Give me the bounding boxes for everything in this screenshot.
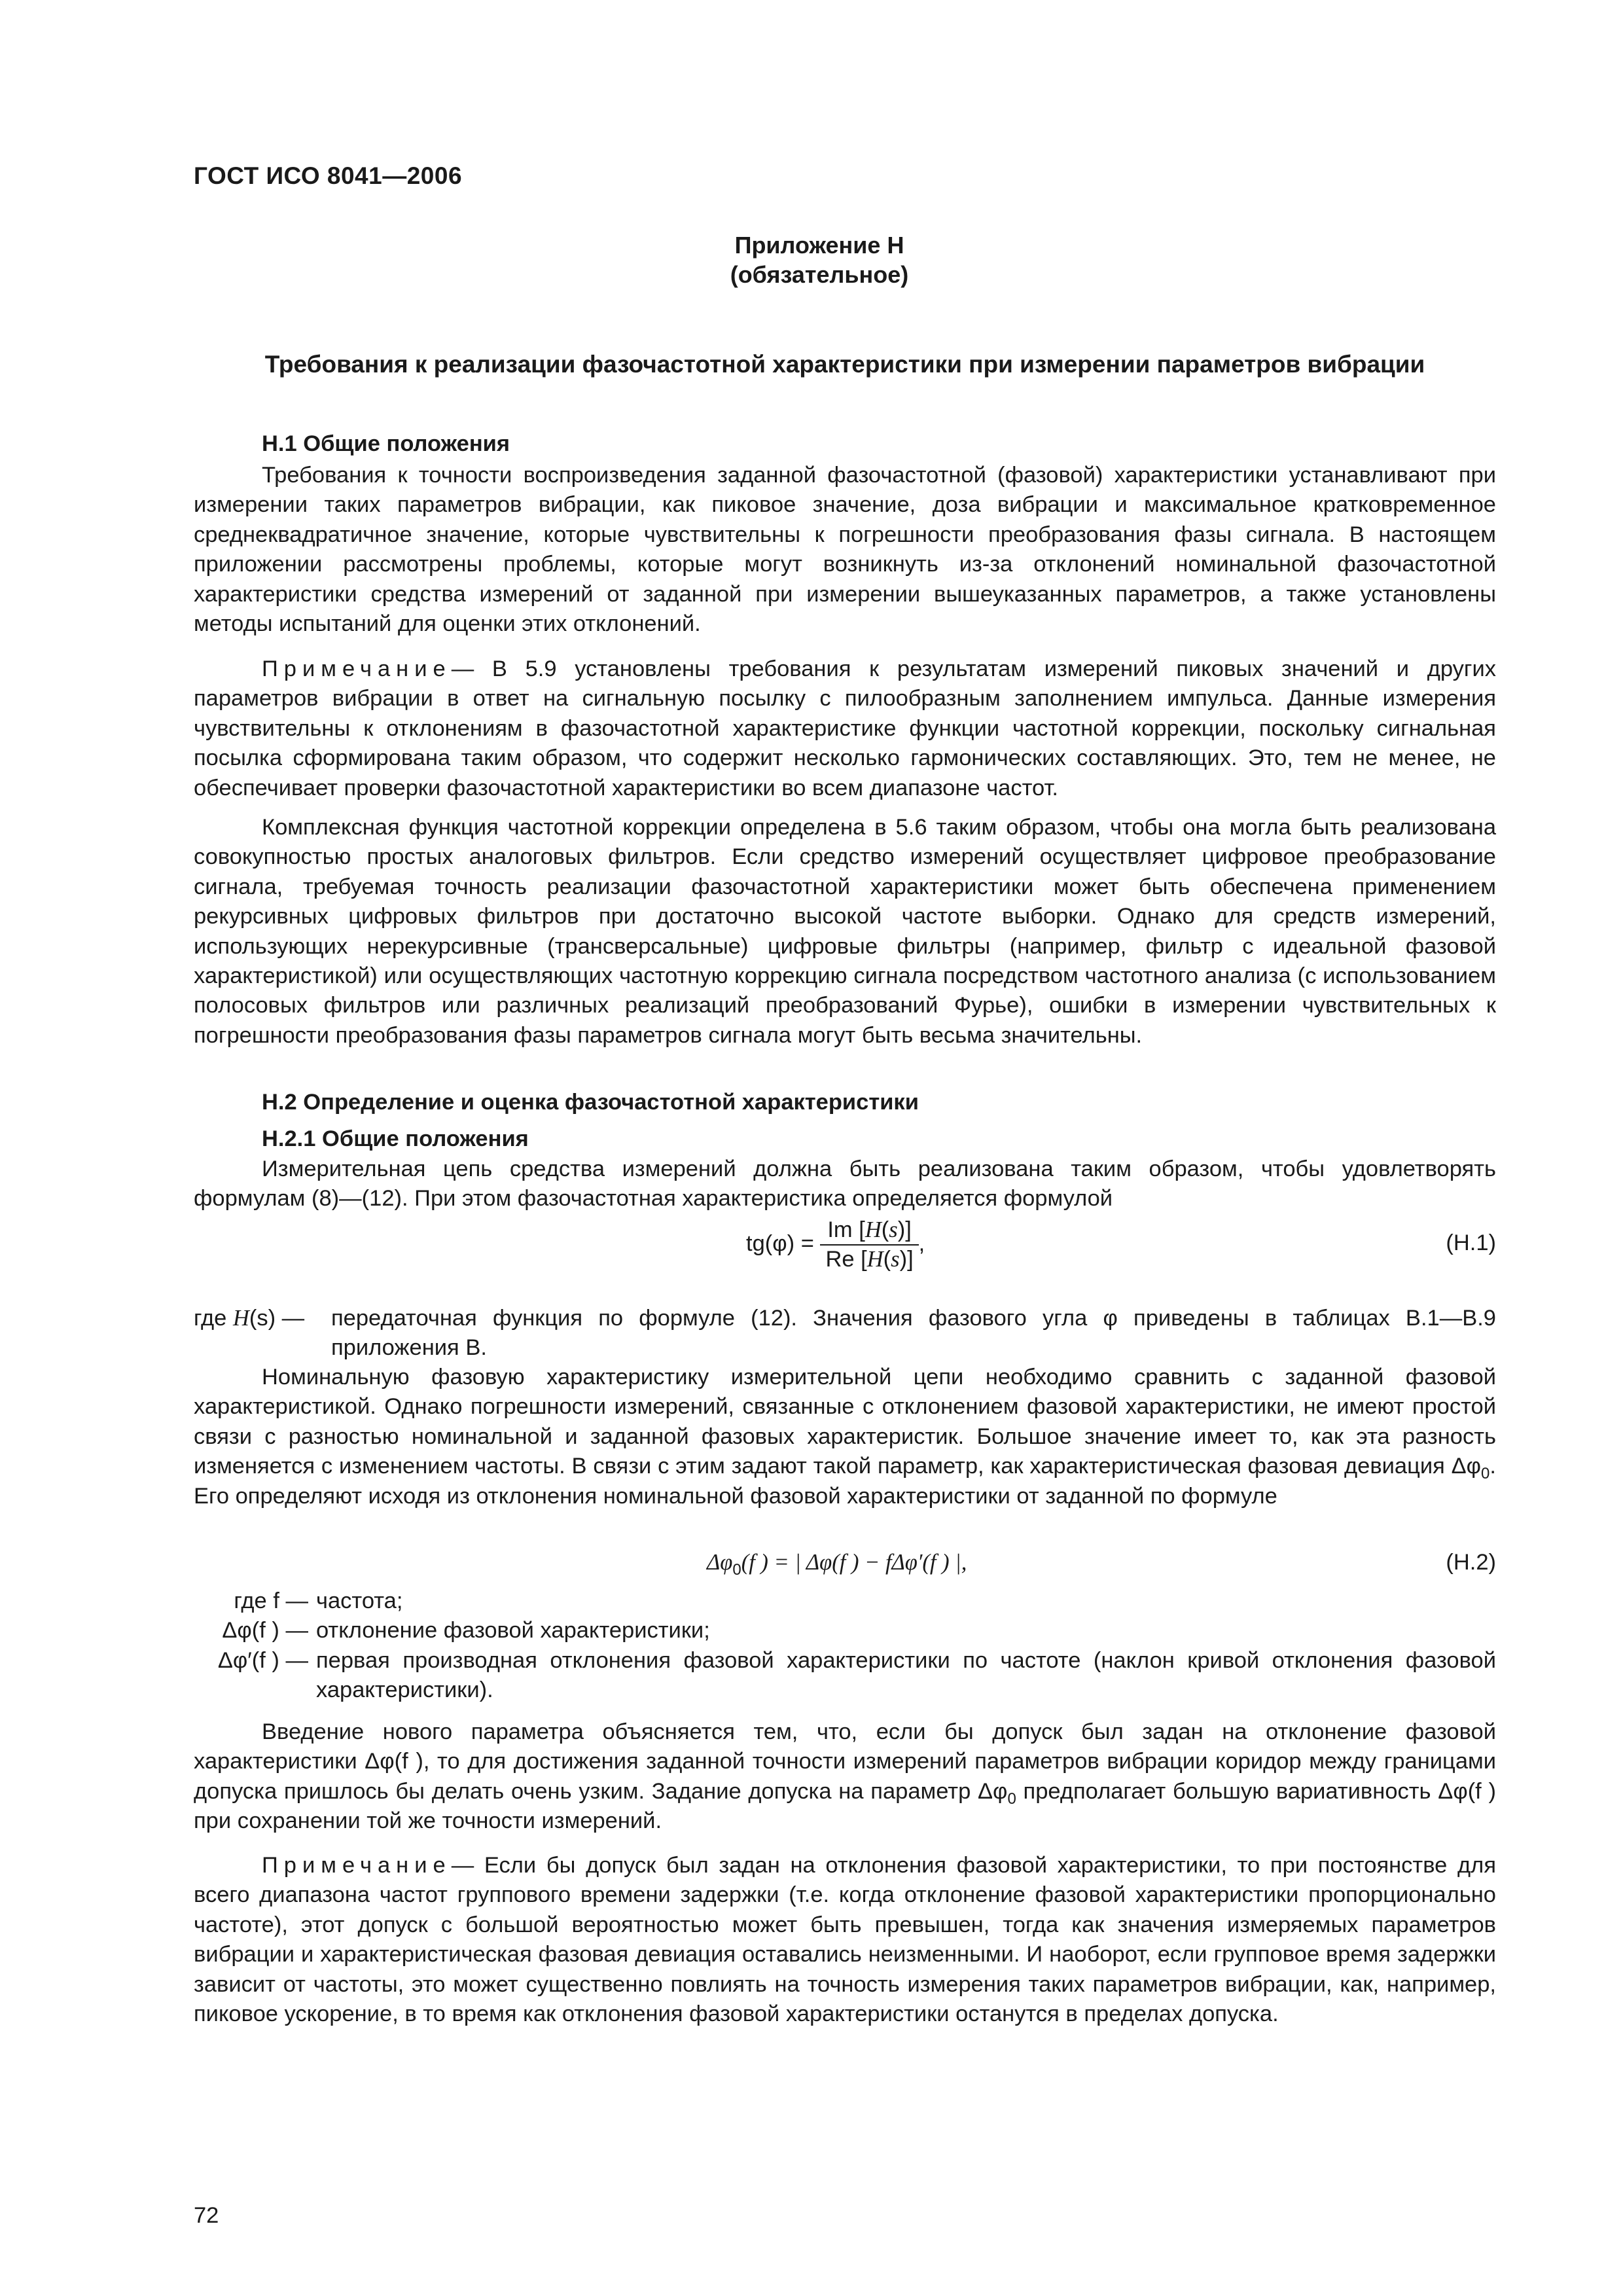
section-h2-heading: Н.2 Определение и оценка фазочастотной характеристики [262,1090,919,1115]
note-label: Примечание [262,656,452,681]
section-h2-para3: Введение нового параметра объясняется тем, что, если бы допуск был задан на отклонение фазовой характеристики Δφ(f ), то для достижения заданной точности измерений параметров вибрации коридор между границами допуска пришлось бы делать очень узким. Задание допуска на параметр $\Delta\varphi_0$ предполагает большую вариативность Δφ(f ) при сохранении той же точности измерений. [194,1719,1496,1834]
formula-h1-label: (Н.1) [1446,1230,1496,1255]
section-h1-para2 [194,813,1496,1050]
where-block-2 [194,1587,1496,1706]
note-2 [194,1851,1496,2029]
section-h2-para1 [194,1155,1496,1214]
where-row: где f — частота; [234,1588,403,1613]
where-row: Δφ′(f ) — первая производная отклонения фазовой характеристики по частоте (наклон кривой отклонения фазовой характеристики). [217,1647,1496,1703]
document-code: ГОСТ ИСО 8041—2006 [194,162,463,189]
paragraph: Требования к точности воспроизведения заданной фазочастотной (фазовой) характеристики устанавливают при измерении таких параметров вибрации, как пиковое значение, доза вибрации и максимальное кратковременное среднеквадратичное значение, которые чувствительны к погрешности преобразования фазы сигнала. В настоящем приложении рассмотрены проблемы, которые могут возникнуть из-за отклонений номинальной фазочастотной характеристики средства измерений от заданной при измерении вышеуказанных параметров, а также установлены методы испытаний для оценки этих отклонений. [194,463,1496,637]
formula-h2: $\Delta\varphi_0(f$ ) = | Δφ(f ) − fΔφ′(f ) |, [707,1550,967,1579]
note-text: — В 5.9 установлены требования к результатам измерений пиковых значений и других параметров вибрации в ответ на сигнальную посылку с пилообразным заполнением импульса. Данные измерения чувствительны к отклонениям в фазочастотной характеристике функции частотной коррекции, поскольку сигнальная посылка сформирована таким образом, что содержит несколько гармонических составляющих. Это, тем не менее, не обеспечивает проверки фазочастотной характеристики во всем диапазоне частот. [194,656,1496,800]
paragraph: Комплексная функция частотной коррекции определена в 5.6 таким образом, чтобы она могла быть реализована совокупностью простых аналоговых фильтров. Если средство измерений осуществляет цифровое преобразование сигнала, требуемая точность реализации фазочастотной характеристики может быть обеспечена применением рекурсивных цифровых фильтров при достаточно высокой частоте выборки. Однако для средств измерений, использующих нерекурсивные (трансверсальные) цифровые фильтры (например, фильтр с идеальной фазовой характеристикой) или осуществляющих частотную коррекцию сигнала посредством частотного анализа (с использованием полосовых фильтров или различных реализаций преобразований Фурье), ошибки в измерении чувствительных к погрешности преобразования фазы параметров сигнала могут быть весьма значительны. [194,815,1496,1048]
where-block-1 [194,1304,1496,1363]
where-row: Δφ(f ) — отклонение фазовой характеристики; [222,1618,710,1643]
formula-h2-label: (Н.2) [1446,1550,1496,1575]
page-number: 72 [194,2203,219,2228]
paragraph: Измерительная цепь средства измерений должна быть реализована таким образом, чтобы удовлетворять формулам (8)—(12). При этом фазочастотная характеристика определяется формулой [194,1157,1496,1211]
main-title: Требования к реализации фазочастотной характеристики при измерении параметров вибрации [264,351,1425,378]
section-h21-heading: Н.2.1 Общие положения [262,1126,529,1151]
section-h2-para2: Номинальную фазовую характеристику измерительной цепи необходимо сравнить с заданной фазовой характеристикой. Однако погрешности измерений, связанные с отклонением фазовой характеристики, не имеют простой связи с разностью номинальной и заданной фазовых характеристик. Большое значение имеет то, как эта разность изменяется с изменением частоты. В связи с этим задают такой параметр, как характеристическая фазовая девиация $\Delta\varphi_0$. Его определяют исходя из отклонения номинальной фазовой характеристики от заданной по формуле [194,1365,1496,1509]
section-h1-para1 [194,461,1496,639]
note-text: — Если бы допуск был задан на отклонения фазовой характеристики, то при постоянстве для всего диапазона частот группового времени задержки (т.е. когда отклонение фазовой характеристики пропорционально частоте), этот допуск с большой вероятностью может быть превышен, тогда как значения измеряемых параметров вибрации и характеристическая фазовая девиация оставались неизменными. И наоборот, если групповое время задержки зависит от частоты, это может существенно повлиять на точность измерения таких параметров вибрации, как, например, пиковое ускорение, в то время как отклонения фазовой характеристики останутся в пределах допуска. [194,1853,1496,2027]
section-h1-heading: Н.1 Общие положения [262,431,510,456]
fraction: $\frac{Im [H(s)]}{Re [H(s)]}$ [820,1217,918,1272]
appendix-title: Приложение Н [734,232,904,259]
appendix-status: (обязательное) [730,261,909,288]
note-1 [194,655,1496,803]
appendix-heading [0,230,1623,289]
where-row: где H(s) — передаточная функция по формуле (12). Значения фазового угла φ приведены в таблицах В.1—В.9 приложения В. [194,1306,1496,1361]
formula-h1: tg(φ) = $\frac{Im [H(s)]}{Re [H(s)]}$ , [746,1217,925,1272]
note-label: Примечание [262,1853,452,1878]
